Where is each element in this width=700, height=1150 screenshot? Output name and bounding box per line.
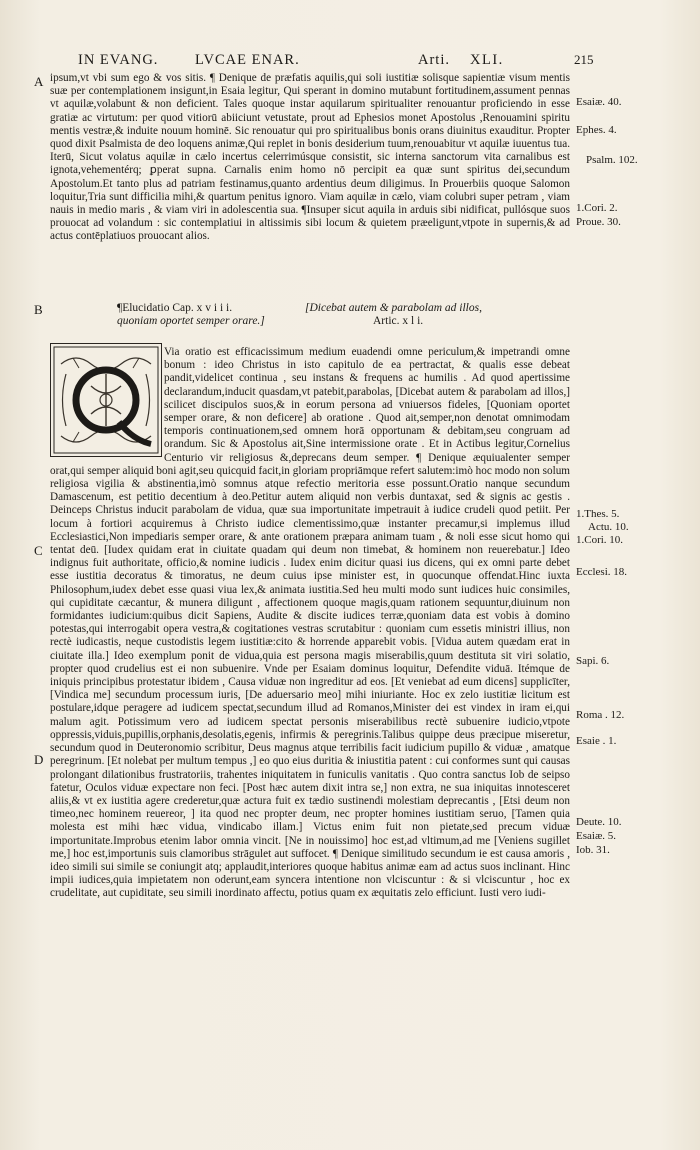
heading-label: ¶Elucidatio Cap. x v i i i. [117,302,233,314]
margin-note: Actu. 10. [588,521,629,533]
paragraph-a-text: ipsum,vt vbi sum ego & vos sitis. ¶ Denique de præfatis aquilis,qui soli iustitiæ solisque sapientiæ visum mentis suæ per contemplationem insigunt,in Esaia legitur, Qui sperant in domino mutabunt fortitudinem,assument pennas vt aquilæ,volabunt & non deficient. Tales quoque instar aquilarum spiritualiter renouantur proficiendo in esse gratiæ ac virtutum: per quod vitiorū abiiciunt vetustate, prout ad Ephesios monet Apostolus ,Renouamini spiritu mentis vestræ,& induite nouum hominē. Sic renouatur qui pro spiritualibus bonis orans diuinitus exauditur. Propter quod dixit Psalmista de deo loquens animæ,Qui replet in bonis desiderium tuum,renouabitur vt aquilæ iuuentus tua. Iterū, Sicut volatus aquilæ in cælo incertus celerrimúsque consistit, sic interna sanctorum vita carnalibus est ignota,vehementérq; ꝑperat supna. Carnalis enim homo nō percipit ea quæ sunt spiritus dei,secundum Apostolum.Et tanto plus ad patriam festinamus,quanto ardentius deum diligimus. In Prouerbiis quoque Salomon loquitur,Tria sunt difficilia mihi,& quartum penitus ignoro. Viam aquilæ in cælo, viam colubri super petram , viam nauis in medio maris , & viam viri in adolescentia sua. ¶Insuper sicut aquila in arduis sibi nidificat, pullósque suos prouocat ad volandum : sic contemplatiui in altissimis sibi locum & quietem præeligunt,vtpote in supernis,& ad actus contēplatiuos prouocant alios. [50,72,570,243]
initial-spacer [50,346,164,457]
header-article-label: Arti. [418,52,450,68]
margin-note: Deute. 10. [576,816,622,828]
margin-letter-b: B [34,302,43,317]
margin-letter-c: C [34,543,43,558]
margin-note: 1.Cori. 2. [576,202,618,214]
margin-note: Ephes. 4. [576,124,617,136]
margin-note: Esaiæ. 5. [576,830,617,842]
heading-article: Artic. x l i. [373,315,424,327]
margin-note: Proue. 30. [576,216,621,228]
heading-quote-line2: quoniam oportet semper orare.] [117,315,265,327]
heading-quote-line1: [Dicebat autem & parabolam ad illos, [305,302,482,314]
header-title-part2: LVCAE ENAR. [195,52,300,68]
header-article-number: XLI. [470,52,504,68]
margin-note: Roma . 12. [576,709,625,721]
paragraph-b-text: Via oratio est efficacissimum medium euadendi omne periculum,& impetrandi omne bonum : ideo Christus in isto capitulo de ea pertractat, & qualis esse debeat pandit,videlicet continua , seu instans & frequens ac humilis . Ad quod apertissime declarandum,inducit quasdam,vt patebit,parabolas, [Dicebat autem & parabolam ad illos,] scilicet discipulos suos,& in eorum persona ad vniuersos fideles, [Quoniam oportet semper orare, & non deficere] ab oratione . Quod ait,semper,non denotat omnimodam temporis continuationem,sed omnem horā opportunam & debitam,seu congruam ad orandum. Sic & Apostolus ait,Sine intermissione orate . Et in Actibus legitur,Cornelius Centurio vir religiosus &,deprecans deum semper. ¶ Denique æquiualenter semper orat,qui semper aliquid boni agit,seu quicquid facit,in gloriam propriāmque refert salutem:imò hoc modo non solum religiosa vigilia & abstinentia,imò somnus atque refectio meritoria esse possunt.Oratio nanque secundum Damascenum, est petitio decentium à deo.Petitur autem aliquid non verbis duntaxat, sed & signis ac gestis . Deinceps Christus inducit parabolam de vidua, quæ sua importunitate impetrauit à iudice crudeli quod petiit. Per locum à fortiori acquiremus à Christo iudice clementissimo,quæ instanter precamur,si implemus illud Ecclesiastici,Non impediaris semper orare, & ante orationem præpara animam tuam , & noli esse sicut homo qui tentat deū. [Iudex quidam erat in ciuitate quadam qui deum non timebat, & hominem non reuerebatur.] Ideo indignus fuit authoritate, officio,& nomine iudicis . Iudex enim dicitur quasi ius dicens, qui ex omni parte debet esse iustitia decoratus & timoratus, ne deum cuius ipse minister est, in quocunque offendat.Hinc iuxta Philosophum,iudex debet esse quasi viua lex,& animata iustitia.Sed heu multi modo sunt iudices huic consimiles, qui cupiditate cæcantur, & munera diligunt , affectionem quoque magis,quam rationem sequuntur,diuinum non formidantes iudicium:quibus dicit Sapiens, Audite & discite iudices terræ,quoniam data est vobis à domino potestas,qui interrogabit opera vestra,& cogitationes vestras scrutabitur : quoniam cum essetis ministri illius, non rectè iudicastis, neque custodistis legem iustitiæ:cito & horrende apparebit vobis. [Vidua autem quædam erat in ciuitate illa.] Ideo exemplum ponit de vidua,quia est persona magis miserabilis,quum destituta sit viri solatio, propter quod crudelius est ei non subuenire. Vnde per Esaiam dominus loquitur, Defendite viduā. Itémque de iniquis principibus protestatur ibidem , Causa viduæ non ingreditur ad eos. [Et veniebat ad eum dicens] supplicīter, [Vindica me] secundum processum iuris, [De aduersario meo] mihi iniuriante. Hoc ex zelo iustitiæ licitum est postulare,idque peragere ad iudicem spectat,secundum illud ad Romanos,Minister dei est vindex in iram ei,qui malum agit. Potissimum vero ad iudicem spectat personis miserabilibus rectè subuenire iudicio,vtpote oppressis,viduis,pupillis,orphanis,desolatis,egenis, infirmis & peregrinis.Talibus quippe deus præcipue miseretur, secundum quod in Deuteronomio scribitur, Deus magnus atque terribilis facit iudicium pupillo & viduæ , amatque peregrinum. [Et nolebat per multum tempus ,] eo quo eius duritia & iniustitia patent : cui conformes sunt qui causas prolongant dilationibus frustratoriis, trahentes iniquitatem in funiculis vanitatis . Quo contra sanctus Iob de seipso fatetur, Oculos viduæ expectare non feci. [Post hæc autem dixit intra se,] non extra, ne sua iniquitas innotesceret aliis,& vt ex iustitia agere crederetur,quæ actura fuit ex tædio sustinendi molestiam deprecantis , [Etsi deum non timeo,nec hominem reuereor, ] ita quod nec propter deum, nec propter homines iustitiam seruo, [Tamen quia molesta est mihi hæc vidua, vindicabo illam.] Victus enim fuit non pietate,sed precum viduæ importunitate.Improbus etenim labor omnia vincit. [Ne in nouissimo] hoc est,ad vltimum,ad me [Veniens sugillet me,] hoc est,importunis suis clamoribus strāgulet aut suffocet. ¶ Denique similitudo secundum ie est causa amoris , ideo simili sui simile se coniungit atq; applaudit,interiores quoque habitus animæ eam ad actus suos inclinant. Hinc impii iudices,quia impietatem non oderunt,eam syncera intentione non vlciscuntur : & si vlciscuntur , hoc ex crudelitate, aut cupiditate, seu simili inordinato affectu, potius quam ex æquitatis zelo efficiunt. Iusti vero iudi- [50,346,570,900]
paragraph-b [50,346,570,901]
page-number: 215 [574,52,594,67]
margin-note: Sapi. 6. [576,655,610,667]
margin-note: Iob. 31. [576,844,610,856]
margin-letter-d: D [34,752,44,767]
header-title-part1: IN EVANG. [78,52,159,68]
margin-note: 1.Thes. 5. [576,508,620,520]
margin-note: Esaie . 1. [576,735,617,747]
margin-letter-a: A [34,74,44,89]
margin-note: Psalm. 102. [586,154,638,166]
margin-note: 1.Cori. 10. [576,534,624,546]
margin-note: Ecclesi. 18. [576,566,628,578]
margin-note: Esaiæ. 40. [576,96,622,108]
paragraph-a [50,72,570,244]
